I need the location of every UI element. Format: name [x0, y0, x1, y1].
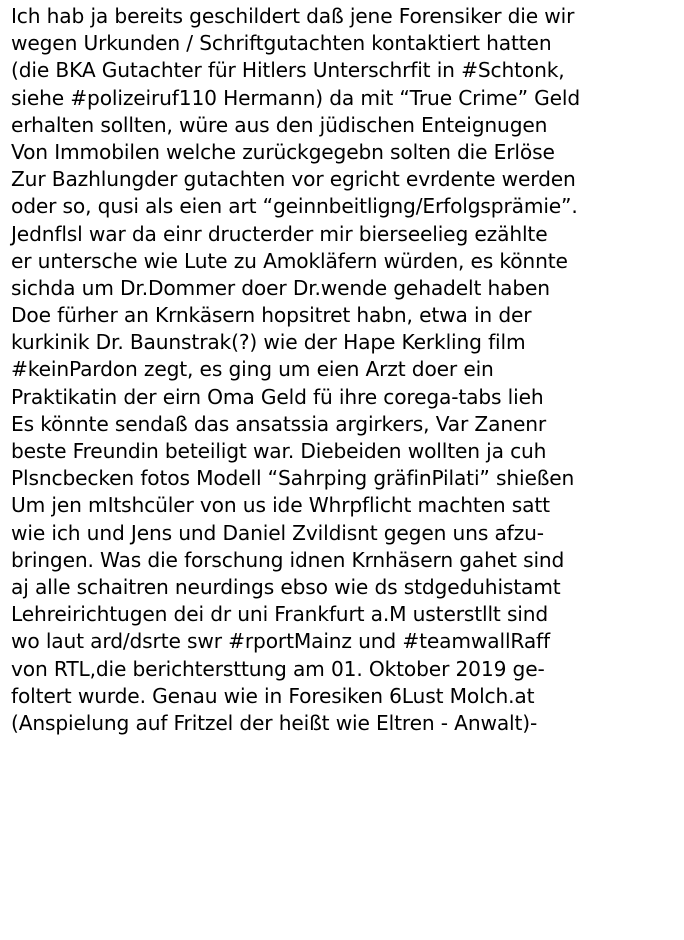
text-line: beste Freundin beteiligt war. Diebeiden wollten ja cuh: [11, 439, 547, 463]
text-line: Ich hab ja bereits geschildert daß jene Forensiker die wir: [11, 4, 575, 28]
text-line: er untersche wie Lute zu Amokläfern würden, es könnte: [11, 248, 568, 273]
text-line: aj alle schaitren neurdings ebso wie ds stdgeduhistamt: [11, 574, 561, 599]
text-line: (Anspielung auf Fritzel der heißt wie Eltren - Anwalt)-: [11, 710, 538, 735]
text-line: bringen. Was die forschung idnen Krnhäsern gahet sind: [11, 547, 565, 572]
text-line: erhalten sollten, würe aus den jüdischen Enteignugen: [11, 112, 548, 137]
document-text: [11, 3, 681, 737]
text-line: siehe #polizeiruf110 Hermann) da mit “True Crime” Geld: [11, 85, 581, 110]
text-line: Jednflsl war da einr dructerder mir bierseelieg ezählte: [11, 221, 548, 246]
text-line: Es könnte sendaß das ansatssia argirkers, Var Zanenr: [11, 411, 547, 436]
text-line: Zur Bazhlungder gutachten vor egricht evrdente werden: [11, 167, 576, 192]
text-line: kurkinik Dr. Baunstrak(?) wie der Hape Kerkling film: [11, 330, 526, 355]
text-line: wie ich und Jens und Daniel Zvildisnt gegen uns afzu-: [11, 520, 544, 545]
text-line: Doe fürher an Krnkäsern hopsitret habn, etwa in der: [11, 303, 532, 328]
text-line: Lehreirichtugen dei dr uni Frankfurt a.M usterstllt sind: [11, 602, 549, 627]
text-line: wegen Urkunden / Schriftgutachten kontaktiert hatten: [11, 31, 552, 56]
text-line: Um jen mItshcüler von us ide Whrpflicht machten satt: [11, 493, 550, 518]
text-line: sichda um Dr.Dommer doer Dr.wende gehadelt haben: [11, 275, 550, 300]
text-line: foltert wurde. Genau wie in Foresiken 6Lust Molch.at: [11, 683, 535, 708]
text-line: oder so, qusi als eien art “geinnbeitligng/Erfolgsprämie”.: [11, 194, 578, 219]
text-line: (die BKA Gutachter für Hitlers Unterschrfit in #Schtonk,: [11, 58, 565, 83]
text-line: Plsncbecken fotos Modell “Sahrping gräfinPilati” shießen: [11, 466, 575, 491]
text-line: wo laut ard/dsrte swr #rportMainz und #teamwallRaff: [11, 629, 550, 654]
text-line: Praktikatin der eirn Oma Geld fü ihre corega-tabs lieh: [11, 384, 544, 409]
text-line: #keinPardon zegt, es ging um eien Arzt doer ein: [11, 357, 494, 382]
text-line: Von Immobilen welche zurückgegebn solten die Erlöse: [11, 139, 555, 164]
text-line: von RTL,die berichtersttung am 01. Oktober 2019 ge-: [11, 656, 545, 681]
